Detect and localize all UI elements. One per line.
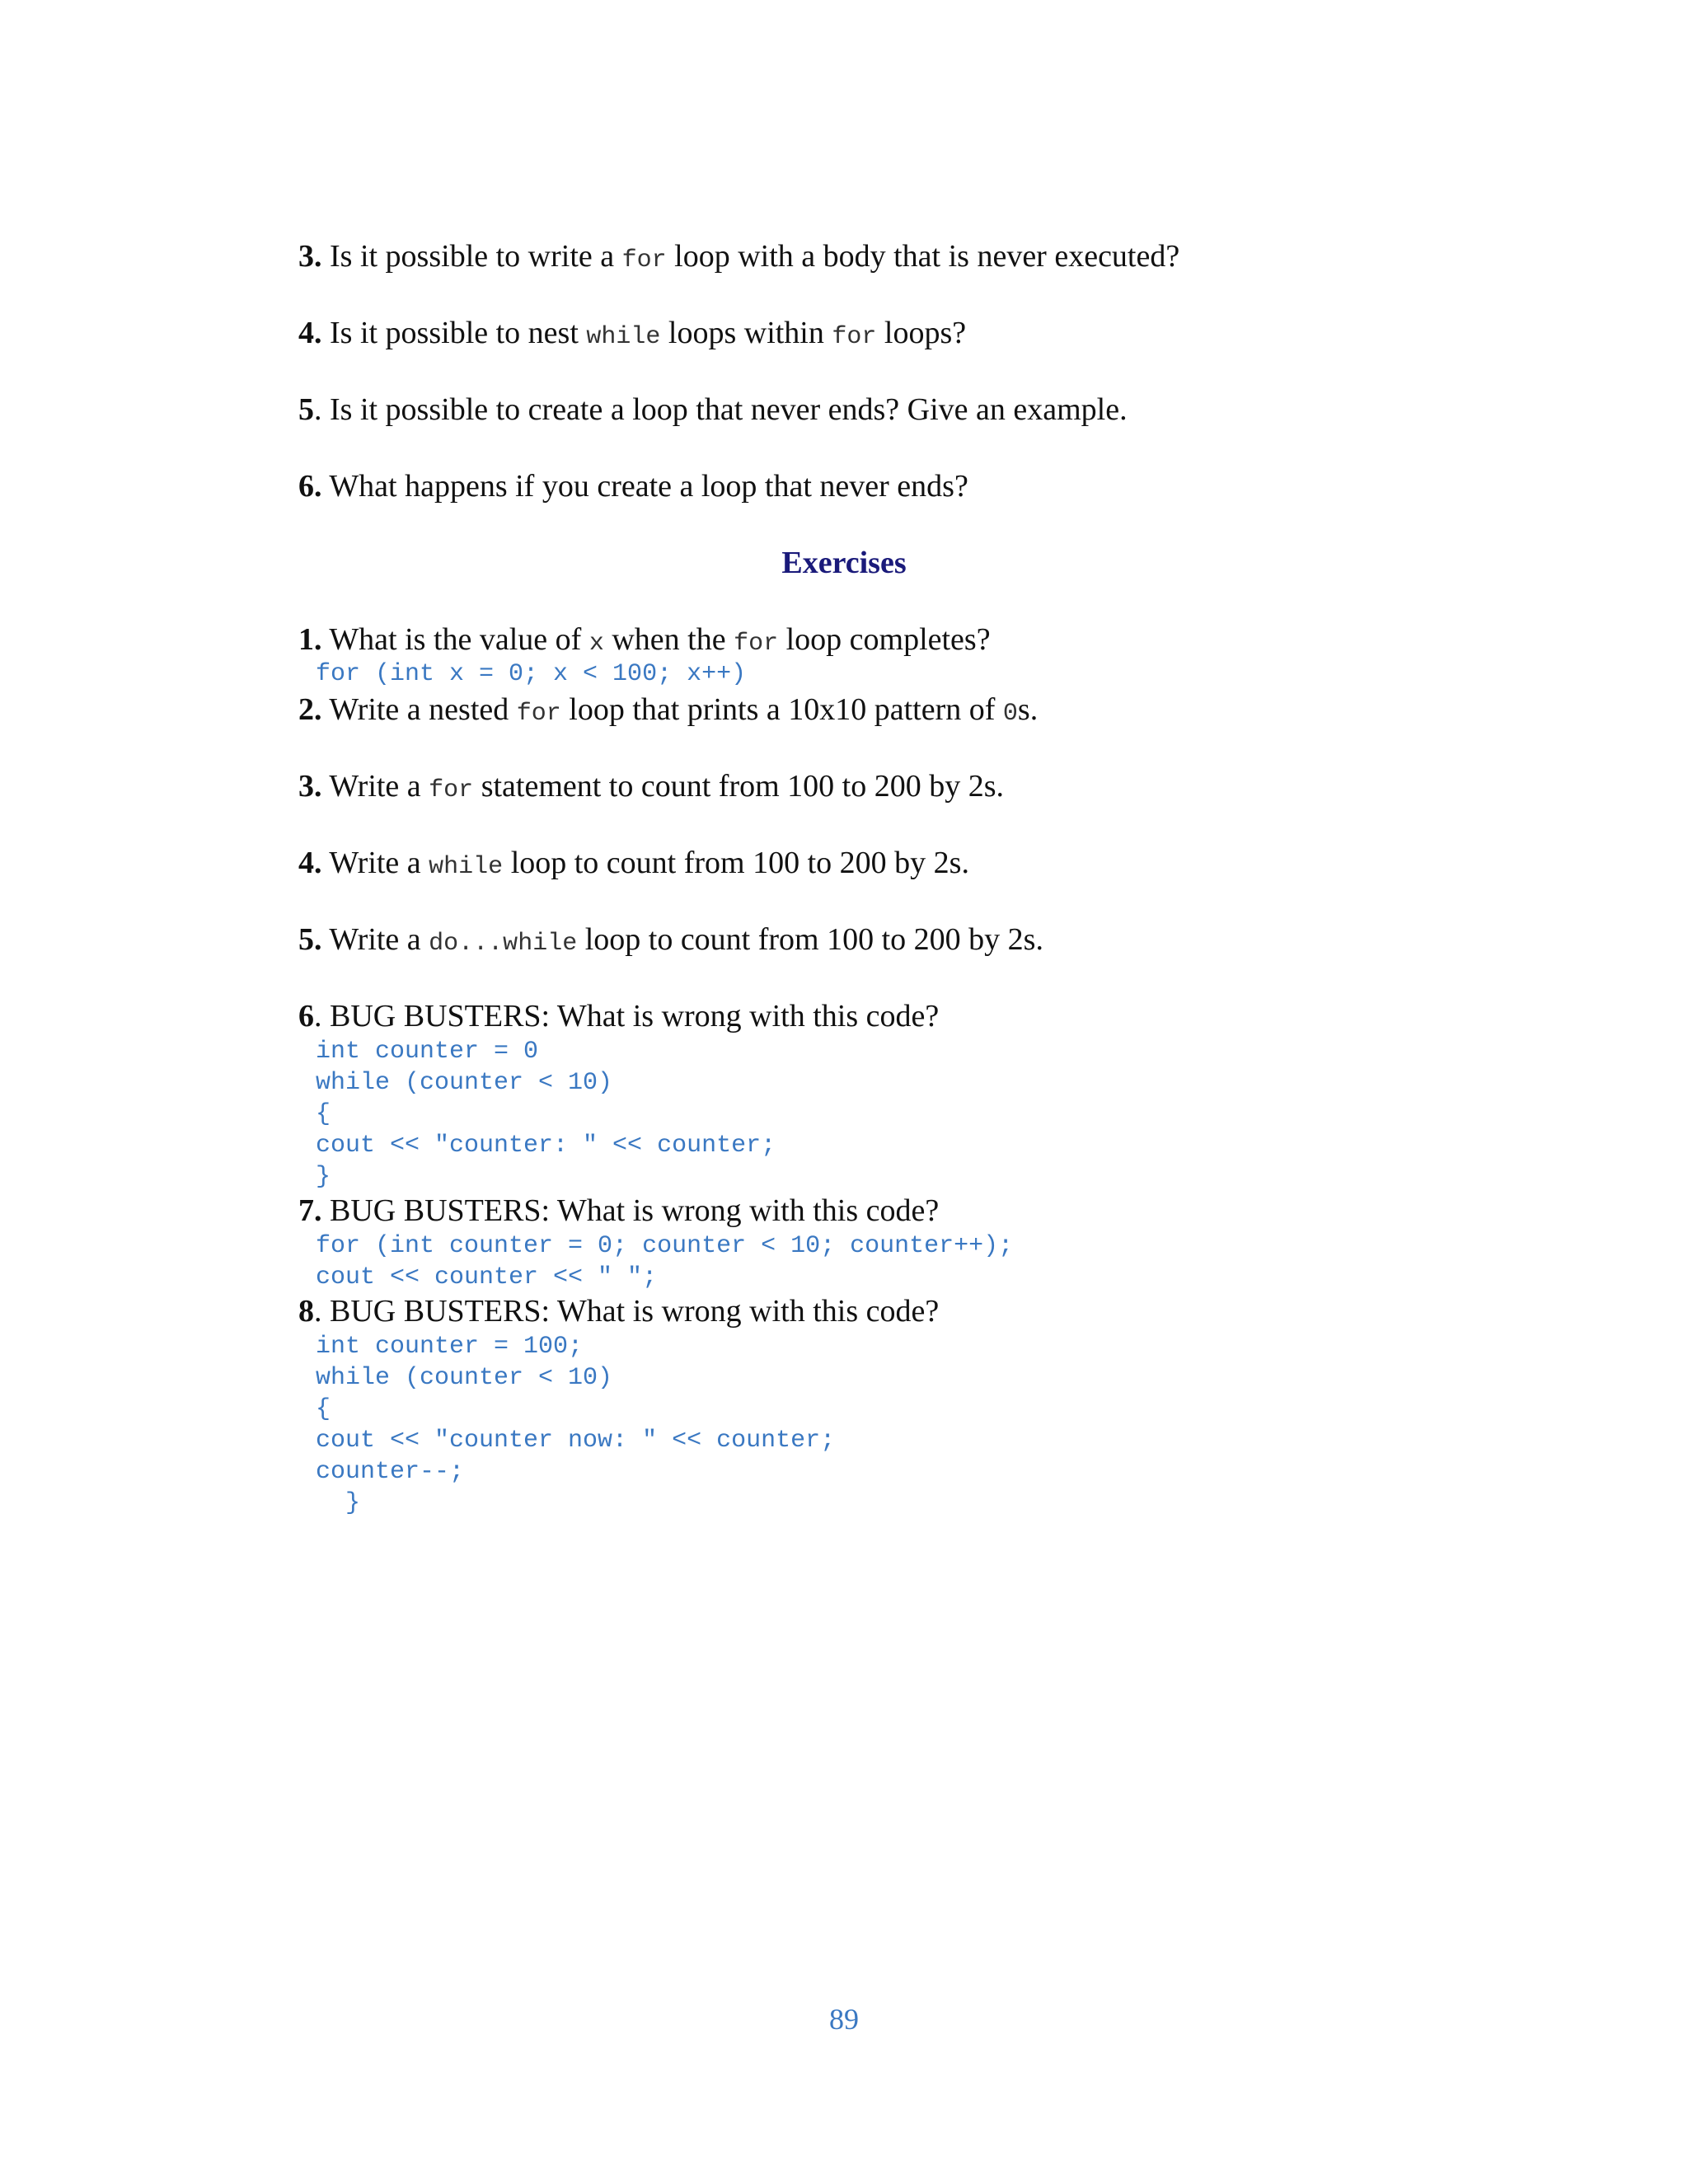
question-text: Is it possible to write a xyxy=(321,239,622,274)
inline-code: while xyxy=(586,323,661,351)
exercise-text: Write a xyxy=(321,922,429,957)
question-number: 3. xyxy=(298,239,322,274)
inline-code: x xyxy=(588,630,604,658)
code-line: { xyxy=(316,1395,331,1423)
exercise-text: loop to count from 100 to 200 by 2s. xyxy=(577,922,1043,957)
exercise-text: Write a xyxy=(321,846,429,880)
exercise-text: Write a xyxy=(321,769,429,804)
exercise-1 xyxy=(298,621,991,663)
code-line: cout << "counter: " << counter; xyxy=(316,1132,776,1160)
inline-code: for xyxy=(734,630,779,658)
exercise-6 xyxy=(298,997,939,1035)
question-number: 6. xyxy=(298,469,322,504)
code-line: int counter = 0 xyxy=(316,1038,539,1066)
exercise-3 xyxy=(298,767,1004,809)
exercise-number: 8 xyxy=(298,1294,314,1329)
review-question-5 xyxy=(298,391,1128,429)
exercise-text: Write a nested xyxy=(321,692,517,727)
exercise-number: 7. xyxy=(298,1193,322,1228)
exercise-text: What is the value of xyxy=(321,622,589,657)
exercise-4 xyxy=(298,844,969,886)
exercise-2 xyxy=(298,691,1038,733)
inline-code: 0 xyxy=(1002,700,1018,728)
code-line: while (counter < 10) xyxy=(316,1069,613,1097)
review-question-3 xyxy=(298,237,1179,279)
question-number: 5 xyxy=(298,392,314,427)
exercise-number: 5. xyxy=(298,922,322,957)
code-line: cout << "counter now: " << counter; xyxy=(316,1427,836,1455)
exercise-number: 4. xyxy=(298,846,322,880)
exercise-number: 1. xyxy=(298,622,322,657)
code-line: counter--; xyxy=(316,1458,465,1486)
page-number: 89 xyxy=(829,2003,859,2036)
question-text: loops? xyxy=(876,316,967,350)
exercise-number: 3. xyxy=(298,769,322,804)
question-text: Is it possible to nest xyxy=(321,316,587,350)
review-question-6 xyxy=(298,467,968,505)
exercise-text: statement to count from 100 to 200 by 2s. xyxy=(473,769,1004,804)
exercise-text: loop that prints a 10x10 pattern of xyxy=(560,692,1003,727)
exercise-text: . BUG BUSTERS: What is wrong with this code? xyxy=(314,1294,940,1329)
question-text: What happens if you create a loop that never ends? xyxy=(321,469,968,504)
exercise-8 xyxy=(298,1292,939,1330)
code-line: int counter = 100; xyxy=(316,1333,584,1361)
exercise-text: BUG BUSTERS: What is wrong with this code? xyxy=(321,1193,940,1228)
question-text: loops within xyxy=(660,316,832,350)
inline-code: for xyxy=(832,323,877,351)
question-number: 4. xyxy=(298,316,322,350)
exercise-7 xyxy=(298,1192,939,1230)
code-line: } xyxy=(316,1489,361,1517)
code-line: while (counter < 10) xyxy=(316,1364,613,1392)
question-text: . Is it possible to create a loop that never ends? Give an example. xyxy=(314,392,1128,427)
inline-code: for xyxy=(429,776,474,804)
code-line: } xyxy=(316,1163,331,1191)
code-line: for (int counter = 0; counter < 10; counter++); xyxy=(316,1232,1014,1260)
exercise-text: s. xyxy=(1017,692,1039,727)
exercise-number: 6 xyxy=(298,999,314,1033)
exercise-text: . BUG BUSTERS: What is wrong with this code? xyxy=(314,999,940,1033)
exercise-text: loop to count from 100 to 200 by 2s. xyxy=(503,846,969,880)
inline-code: for xyxy=(516,700,561,728)
inline-code: for xyxy=(621,246,667,274)
code-line: for (int x = 0; x < 100; x++) xyxy=(316,660,747,688)
inline-code: do...while xyxy=(429,930,578,958)
exercise-text: when the xyxy=(603,622,734,657)
review-question-4 xyxy=(298,314,966,356)
exercises-heading: Exercises xyxy=(781,546,907,580)
question-text: loop with a body that is never executed? xyxy=(666,239,1180,274)
code-line: { xyxy=(316,1100,331,1128)
exercise-number: 2. xyxy=(298,692,322,727)
exercise-5 xyxy=(298,921,1043,963)
code-line: cout << counter << " "; xyxy=(316,1263,658,1291)
exercise-text: loop completes? xyxy=(778,622,991,657)
inline-code: while xyxy=(429,853,504,881)
